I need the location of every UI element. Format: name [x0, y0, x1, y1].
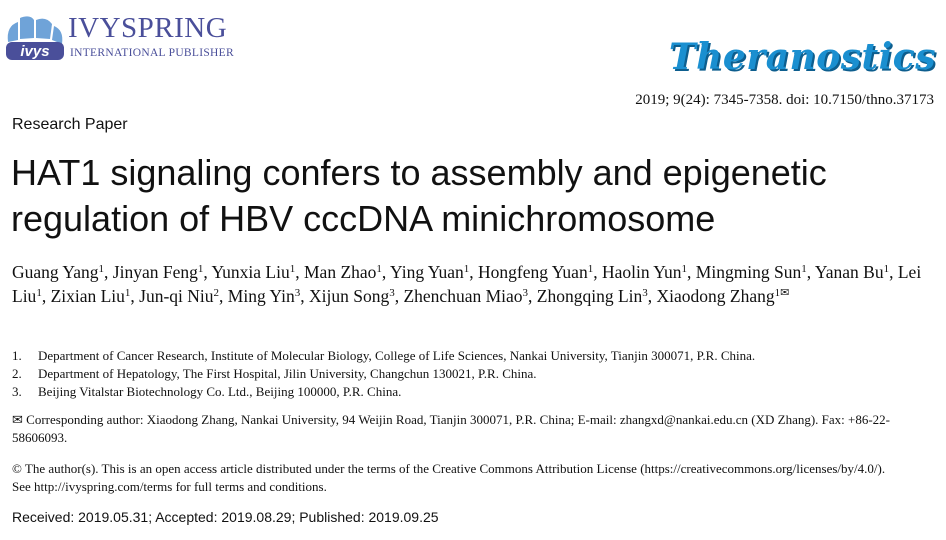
affiliation-list	[12, 347, 932, 401]
affiliation-text: Department of Cancer Research, Institute of Molecular Biology, College of Life Sciences, Nankai University, Tianjin 300071, P.R. China.	[38, 348, 756, 363]
author-affiliation-mark: 1	[681, 263, 688, 275]
author-name-text: Ying Yuan	[390, 262, 464, 282]
journal-logo: Theranostics	[668, 36, 936, 78]
author-name	[51, 286, 131, 306]
author-name-text: Guang Yang	[12, 262, 99, 282]
author-name-text: Zixian Liu	[50, 286, 125, 306]
paper-title	[11, 150, 931, 242]
author-affiliation-mark: 1	[463, 263, 470, 275]
author-affiliation-mark: 3	[294, 287, 301, 299]
author-name	[211, 262, 295, 282]
envelope-icon: ✉	[12, 412, 23, 427]
author-name	[657, 286, 790, 306]
envelope-icon: ✉	[780, 287, 790, 299]
corresponding-text: Corresponding author: Xiaodong Zhang, Nankai University, 94 Weijin Road, Tianjin 300071, P.R. China; E-mail: zhangxd@nankai.edu.cn (XD Zhang). Fax: +86-22-58606093.	[12, 412, 891, 445]
author-name-text: Man Zhao	[304, 262, 377, 282]
author-name	[228, 286, 300, 306]
author-name	[403, 286, 528, 306]
affiliation-text: Beijing Vitalstar Biotechnology Co. Ltd., Beijing 100000, P.R. China.	[38, 384, 402, 399]
paper-type: Research Paper	[12, 116, 128, 133]
author-affiliation-mark: 1	[124, 287, 131, 299]
author-name	[815, 262, 889, 282]
title-line: HAT1 signaling confers to assembly and epigenetic	[11, 152, 827, 193]
license-line: © The author(s). This is an open access article distributed under the terms of the Creative Commons Attribution License (https://creativecommons.org/licenses/by/4.0/).	[12, 461, 886, 476]
author-name-text: Jinyan Feng	[112, 262, 198, 282]
affiliation-number: 3.	[12, 384, 22, 399]
affiliation-number: 1.	[12, 348, 22, 363]
logo-mark-text: ivys	[20, 43, 50, 60]
author-affiliation-mark: 1	[98, 263, 105, 275]
author-name	[390, 262, 469, 282]
publication-dates: Received: 2019.05.31; Accepted: 2019.08.29; Published: 2019.09.25	[12, 509, 439, 525]
affiliation-text: Department of Hepatology, The First Hospital, Jilin University, Changchun 130021, P.R. China.	[38, 366, 537, 381]
author-name-text: Mingming Sun	[695, 262, 802, 282]
author-name	[304, 262, 382, 282]
author-list: Guang Yang$^1$, Jinyan Feng$^1$, Yunxia Liu$^1$, Man Zhao$^1$, Ying Yuan$^1$, Hongfeng Yuan$^1$, Haolin Yun$^1$, Mingming Sun$^1$, Yanan Bu$^1$, Lei Liu$^1$, Zixian Liu$^1$, Jun-qi Niu$^2$, Ming Yin$^3$, Xijun Song$^3$, Zhenchuan Miao$^3$, Zhongqing Lin$^3$, Xiaodong Zhang$^{1✉}$	[12, 262, 922, 306]
author-affiliation-mark: 1	[774, 287, 781, 299]
author-name-text: Zhongqing Lin	[536, 286, 643, 306]
author-affiliation-mark: 1	[376, 263, 382, 275]
author-name	[537, 286, 648, 306]
author-affiliation-mark: 1	[289, 263, 296, 275]
author-affiliation-mark: 1	[197, 263, 204, 275]
author-name-text: Ming Yin	[227, 286, 295, 306]
author-affiliation-mark: 3	[522, 287, 529, 299]
author-name-text: Xijun Song	[308, 286, 390, 306]
author-affiliation-mark: 1	[587, 263, 594, 275]
author-affiliation-mark: 1	[36, 287, 42, 299]
affiliation-item	[12, 365, 932, 383]
author-name-text: Yunxia Liu	[211, 262, 290, 282]
author-affiliation-mark: 1	[883, 263, 890, 275]
affiliation-item	[12, 347, 932, 365]
publisher-logo	[4, 8, 234, 64]
author-name	[478, 262, 593, 282]
license-notice	[12, 460, 936, 496]
license-terms-line: See http://ivyspring.com/terms for full terms and conditions.	[12, 479, 327, 494]
author-name-text: Zhenchuan Miao	[403, 286, 523, 306]
ivyspring-logo-mark-icon	[4, 12, 66, 64]
author-name	[309, 286, 395, 306]
author-name	[696, 262, 807, 282]
author-affiliation-mark: 1	[801, 263, 807, 275]
title-line: regulation of HBV cccDNA minichromosome	[11, 198, 716, 239]
author-name	[602, 262, 687, 282]
citation-line: 2019; 9(24): 7345-7358. doi: 10.7150/thno.37173	[635, 92, 934, 108]
publisher-name: IVYSPRING	[68, 12, 228, 44]
author-name	[12, 262, 104, 282]
publisher-subtitle: INTERNATIONAL PUBLISHER	[70, 47, 234, 59]
corresponding-author	[12, 411, 936, 447]
author-affiliation-mark: 2	[213, 287, 220, 299]
author-name-text: Hongfeng Yuan	[478, 262, 588, 282]
author-name	[113, 262, 204, 282]
affiliation-number: 2.	[12, 366, 22, 381]
author-name	[139, 286, 219, 306]
author-name-text: Xiaodong Zhang	[656, 286, 775, 306]
affiliation-item	[12, 383, 932, 401]
author-name-text: Lei Liu	[12, 262, 922, 306]
author-name-text: Jun-qi Niu	[139, 286, 214, 306]
author-name-text: Yanan Bu	[814, 262, 884, 282]
author-affiliation-mark: 3	[642, 287, 648, 299]
author-name-text: Haolin Yun	[601, 262, 682, 282]
author-affiliation-mark: 3	[389, 287, 395, 299]
